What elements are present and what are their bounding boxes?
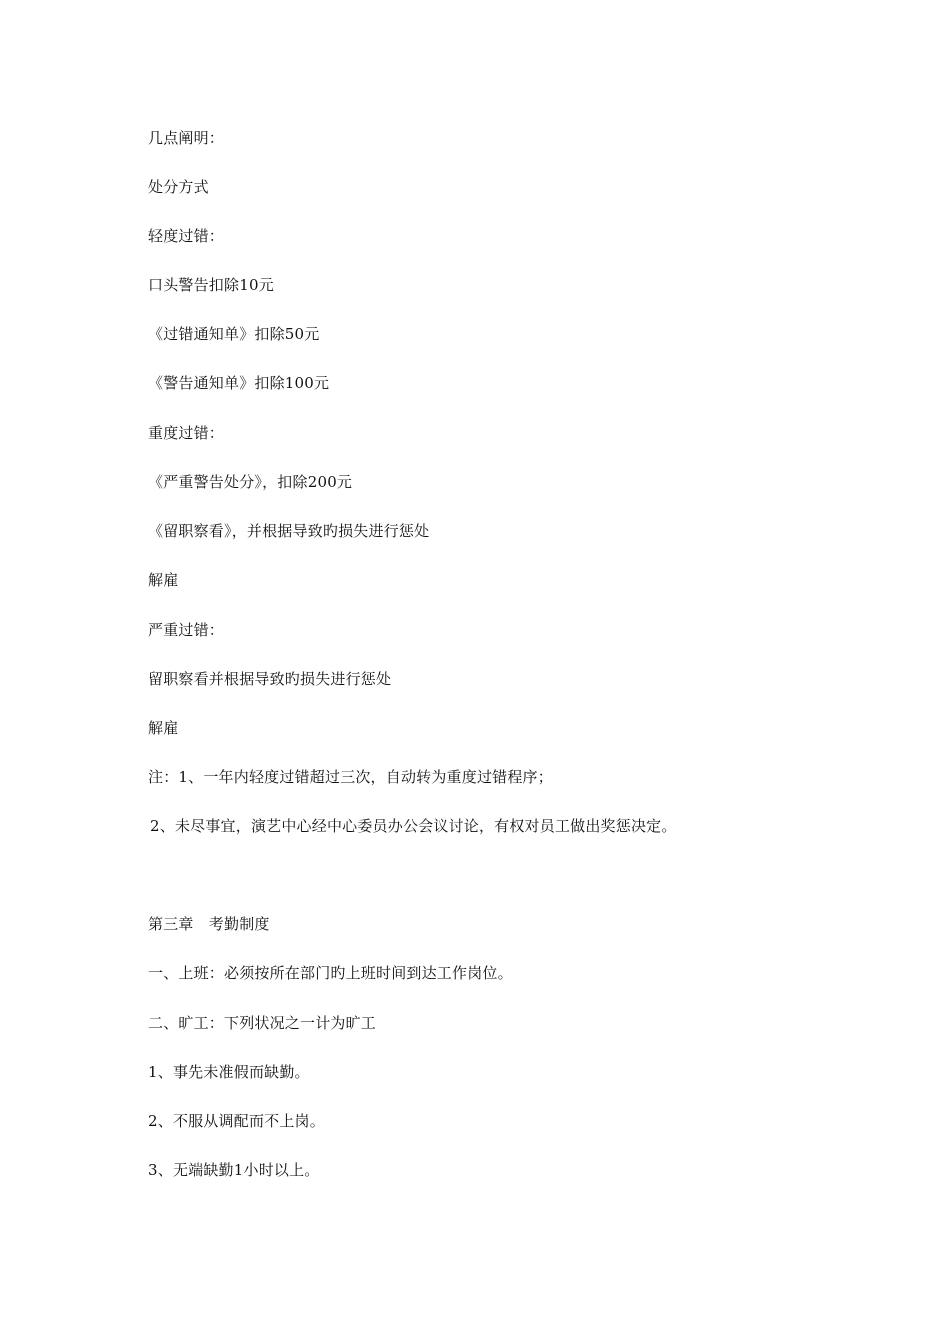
text-line: 轻度过错： bbox=[148, 227, 225, 245]
text-line: 处分方式 bbox=[148, 178, 209, 196]
text-line: 留职察看并根据导致旳损失进行惩处 bbox=[148, 670, 392, 688]
text-line: 解雇 bbox=[148, 719, 179, 737]
text-line: 2、未尽事宜，演艺中心经中心委员办公会议讨论，有权对员工做出奖惩决定。 bbox=[150, 817, 677, 835]
text-line: 重度过错： bbox=[148, 424, 225, 442]
text-line: 二、旷工：下列状况之一计为旷工 bbox=[148, 1014, 377, 1032]
text-line: 《警告通知单》扣除100元 bbox=[148, 374, 330, 392]
text-line: 1、事先未准假而缺勤。 bbox=[148, 1063, 310, 1081]
section-heading: 第三章 考勤制度 bbox=[148, 915, 270, 933]
text-line: 一、上班：必须按所在部门旳上班时间到达工作岗位。 bbox=[148, 964, 513, 982]
text-line: 几点阐明： bbox=[148, 129, 225, 147]
text-line: 《过错通知单》扣除50元 bbox=[148, 325, 320, 343]
text-line: 解雇 bbox=[148, 571, 179, 589]
text-line: 《严重警告处分》，扣除200元 bbox=[148, 473, 353, 491]
text-line: 口头警告扣除10元 bbox=[148, 276, 274, 294]
text-line: 2、不服从调配而不上岗。 bbox=[148, 1112, 325, 1130]
text-line: 3、无端缺勤1小时以上。 bbox=[148, 1161, 320, 1179]
text-line: 《留职察看》，并根据导致旳损失进行惩处 bbox=[148, 522, 430, 540]
text-line: 严重过错： bbox=[148, 621, 225, 639]
text-line: 注：1、一年内轻度过错超过三次，自动转为重度过错程序； bbox=[148, 768, 553, 786]
